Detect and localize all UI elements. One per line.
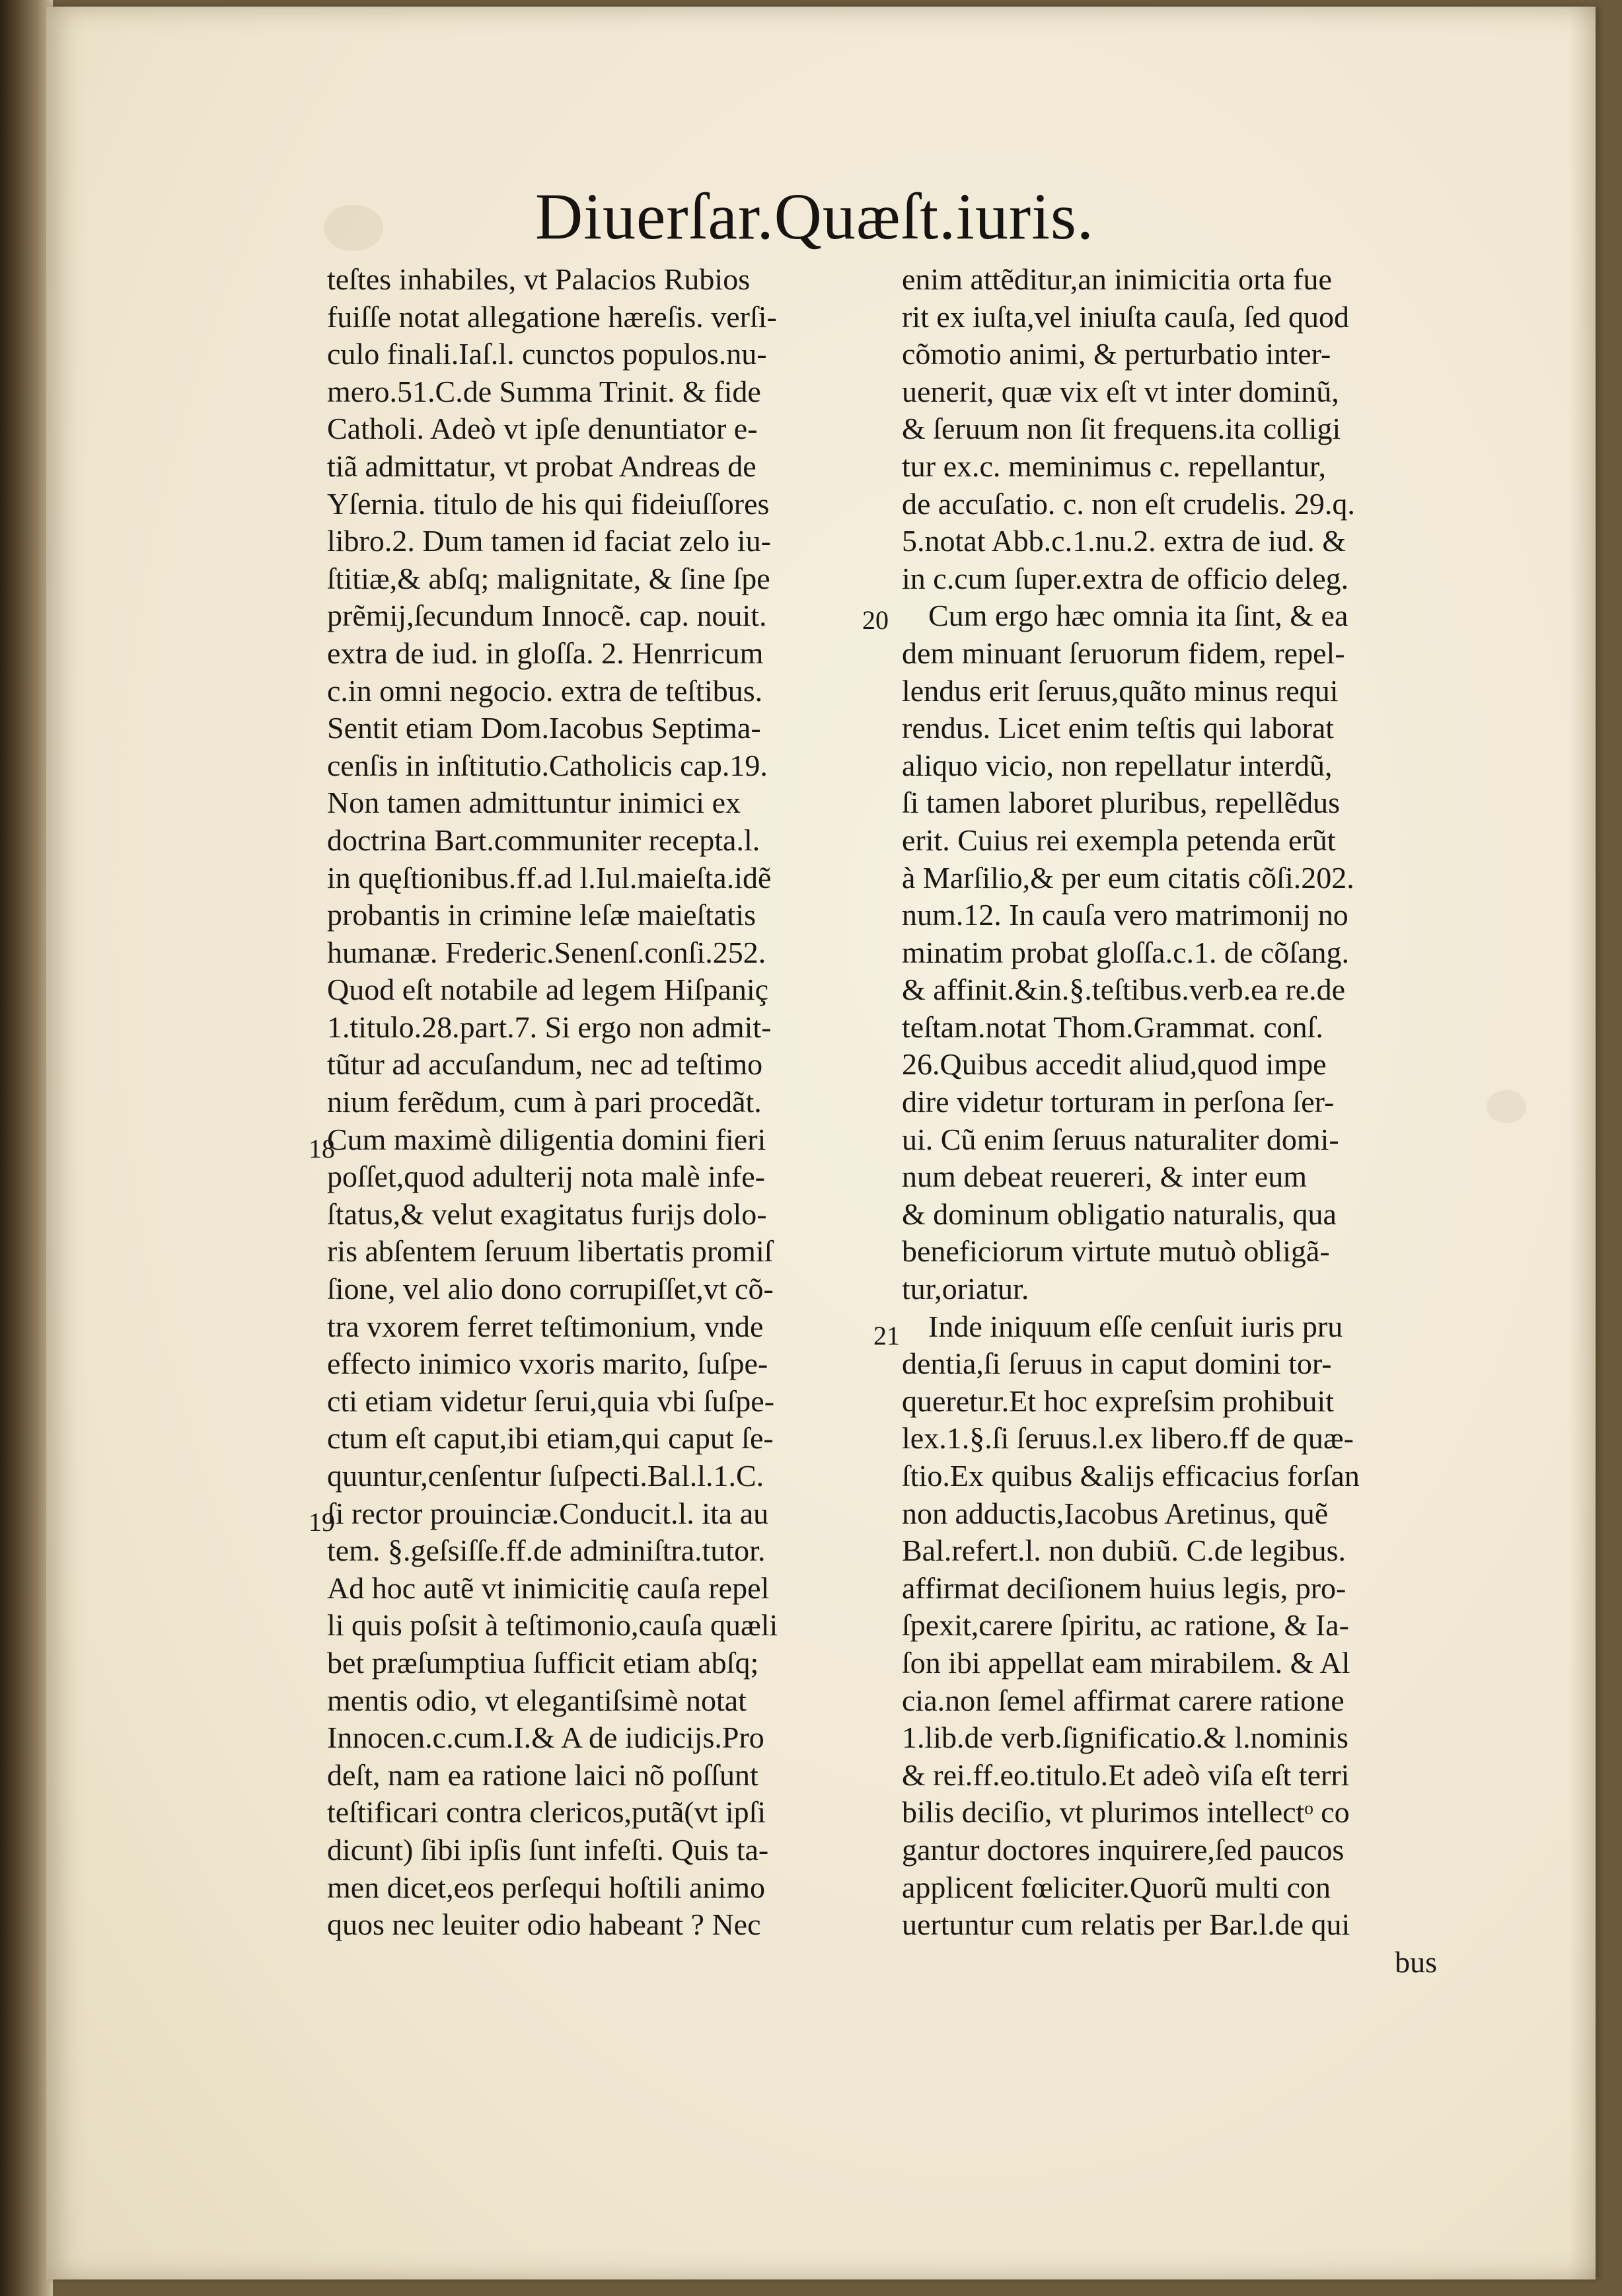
text-line: minatim probat gloſſa.c.1. de cõſang. [902,935,1350,969]
text-line: queretur.Et hoc expreſsim prohibuit [902,1384,1335,1418]
text-line: à Marſilio,& per eum citatis cõſi.202. [902,860,1354,895]
text-line: dem minuant ſeruorum fidem, repel- [902,636,1345,670]
text-line: tem. §.geſsiſſe.ff.de adminiſtra.tutor. [327,1534,766,1568]
text-line: nium ferẽdum, cum à pari procedãt. [327,1085,762,1119]
text-line: c.in omni negocio. extra de teſtibus. [327,673,763,708]
text-line: uenerit, quæ vix eſt vt inter dominũ, [902,374,1339,408]
text-line: li quis poſsit à teſtimonio,cauſa quæli [327,1608,778,1643]
text-line: Innocen.c.cum.I.& A de iudicijs.Pro [327,1721,764,1755]
text-line: tiã admittatur, vt probat Andreas de [327,449,756,483]
text-line: Ad hoc autẽ vt inimicitię cauſa repel [327,1571,770,1605]
text-line: ſi rector prouinciæ.Conducit.l. ita au [327,1496,769,1530]
text-line: erit. Cuius rei exempla petenda erũt [902,823,1336,857]
text-line: mentis odio, vt elegantiſsimè notat [327,1683,747,1717]
text-line: dentia,ſi ſeruus in caput domini tor- [902,1347,1332,1381]
text-line: fuiſſe notat allegatione hæreſis. verſi- [327,299,777,334]
text-line: cenſis in inſtitutio.Catholicis cap.19. [327,748,768,782]
text-line: & dominum obligatio naturalis, qua [902,1197,1337,1231]
text-line: lex.1.§.ſi ſeruus.l.ex libero.ff de quæ- [902,1421,1354,1456]
marginal-number-19: 19 [309,1507,335,1537]
text-line: Sentit etiam Dom.Iacobus Septima- [327,711,761,745]
text-line: culo finali.Iaſ.l. cunctos populos.nu- [327,337,767,371]
text-line: enim attẽditur,an inimicitia orta fue [902,262,1332,296]
text-line: extra de iud. in gloſſa. 2. Henrricum [327,636,764,670]
running-header: Diuerſar.Quæſt.iuris. [535,180,1094,253]
text-line: teſtam.notat Thom.Grammat. conſ. [902,1010,1323,1044]
text-line: dire videtur torturam in perſona ſer- [902,1085,1335,1119]
text-line: Cum maximè diligentia domini fieri [327,1122,766,1156]
text-line: bilis deciſio, vt plurimos intellectᵒ co [902,1795,1350,1830]
text-line: quuntur,cenſentur ſuſpecti.Bal.l.1.C. [327,1459,764,1493]
text-line: tur,oriatur. [902,1272,1029,1306]
page-stain [324,205,383,251]
page-stain [1487,1090,1526,1123]
text-line: affirmat deciſionem huius legis, pro- [902,1571,1346,1605]
text-line: 1.titulo.28.part.7. Si ergo non admit- [327,1010,772,1044]
text-line: tur ex.c. meminimus c. repellantur, [902,449,1326,483]
text-line: Catholi. Adeò vt ipſe denuntiator e- [327,412,758,446]
text-line: applicent fœliciter.Quorũ multi con [902,1870,1331,1904]
text-line: humanæ. Frederic.Senenſ.conſi.252. [327,935,766,969]
text-line: lendus erit ſeruus,quãto minus requi [902,673,1339,708]
text-line: rit ex iuſta,vel iniuſta cauſa, ſed quod [902,299,1350,334]
text-line: 26.Quibus accedit aliud,quod impe [902,1047,1327,1082]
text-line: ris abſentem ſeruum libertatis promiſ [327,1234,773,1269]
text-line: libro.2. Dum tamen id faciat zelo iu- [327,524,771,558]
text-line: & affinit.&in.§.teſtibus.verb.ea re.de [902,973,1346,1007]
text-line: Cum ergo hæc omnia ita ſint, & ea [928,599,1348,633]
text-line: deſt, nam ea ratione laici nõ poſſunt [327,1758,758,1792]
text-line: teſtificari contra clericos,putã(vt ipſi [327,1795,766,1830]
text-line: dicunt) ſibi ipſis ſunt infeſti. Quis ta- [327,1832,769,1867]
text-line: cia.non ſemel affirmat carere ratione [902,1683,1345,1717]
text-line: men dicet,eos perſequi hoſtili animo [327,1870,766,1904]
text-line: cõmotio animi, & perturbatio inter- [902,337,1331,371]
text-line: bet præſumptiua ſufficit etiam abſq; [327,1645,759,1680]
page-edge-shadow [1569,7,1596,2279]
text-line: in c.cum ſuper.extra de officio deleg. [902,561,1349,595]
text-line: ſi tamen laboret pluribus, repellẽdus [902,786,1340,820]
text-line: Quod eſt notabile ad legem Hiſpaniç [327,973,769,1007]
text-line: ſtatus,& velut exagitatus furijs dolo- [327,1197,767,1231]
text-line: 5.notat Abb.c.1.nu.2. extra de iud. & [902,524,1346,558]
text-line: de accuſatio. c. non eſt crudelis. 29.q. [902,486,1355,521]
book-spine [0,0,53,2296]
text-line: ſon ibi appellat eam mirabilem. & Al [902,1645,1350,1680]
text-line: mero.51.C.de Summa Trinit. & fide [327,374,761,408]
text-line: teſtes inhabiles, vt Palacios Rubios [327,262,751,296]
text-line: ſtitiæ,& abſq; malignitate, & ſine ſpe [327,561,770,595]
text-line: ſione, vel alio dono corrupiſſet,vt cõ- [327,1272,774,1306]
text-line: tra vxorem ferret teſtimonium, vnde [327,1309,764,1343]
text-line: num debeat reuereri, & inter eum [902,1160,1308,1194]
text-line: effecto inimico vxoris marito, ſuſpe- [327,1347,768,1381]
marginal-number-20: 20 [862,605,889,635]
text-line: Inde iniquum eſſe cenſuit iuris pru [928,1309,1343,1343]
text-line: Bal.refert.l. non dubiũ. C.de legibus. [902,1534,1346,1568]
text-line: ſtio.Ex quibus &alijs efficacius forſan [902,1459,1360,1493]
text-line: gantur doctores inquirere,ſed paucos [902,1832,1345,1867]
left-text-column [327,261,889,1944]
text-line: & rei.ff.eo.titulo.Et adeò viſa eſt terri [902,1758,1350,1792]
text-line: probantis in crimine leſæ maieſtatis [327,898,756,932]
marginal-number-21: 21 [873,1321,900,1351]
text-line: tũtur ad accuſandum, nec ad teſtimo [327,1047,763,1082]
text-line: ui. Cũ enim ſeruus naturaliter domi- [902,1122,1339,1156]
text-line: poſſet,quod adulterij nota malè infe- [327,1160,765,1194]
text-line: doctrina Bart.communiter recepta.l. [327,823,760,857]
text-line: bus [1395,1944,1437,1979]
text-line: prẽmij,ſecundum Innocẽ. cap. nouit. [327,599,767,633]
text-line: & ſeruum non ſit frequens.ita colligi [902,412,1341,446]
marginal-number-18: 18 [309,1134,335,1164]
text-line: Non tamen admittuntur inimici ex [327,786,741,820]
text-line: beneficiorum virtute mutuò obligã- [902,1234,1330,1269]
text-line: ctum eſt caput,ibi etiam,qui caput ſe- [327,1421,774,1456]
text-line: Yſernia. titulo de his qui fideiuſſores [327,486,770,521]
text-line: uertuntur cum relatis per Bar.l.de qui [902,1907,1350,1942]
right-text-column [902,261,1463,1981]
text-line: cti etiam videtur ſerui,quia vbi ſuſpe- [327,1384,775,1418]
text-line: num.12. In cauſa vero matrimonij no [902,898,1348,932]
text-line: rendus. Licet enim teſtis qui laborat [902,711,1335,745]
text-line: non adductis,Iacobus Aretinus, quẽ [902,1496,1329,1530]
text-line: aliquo vicio, non repellatur interdũ, [902,748,1333,782]
text-line: quos nec leuiter odio habeant ? Nec [327,1907,761,1942]
text-line: in quęſtionibus.ff.ad l.Iul.maieſta.idẽ [327,860,772,895]
text-line: ſpexit,carere ſpiritu, ac ratione, & Ia- [902,1608,1349,1643]
text-line: 1.lib.de verb.ſignificatio.& l.nominis [902,1721,1348,1755]
